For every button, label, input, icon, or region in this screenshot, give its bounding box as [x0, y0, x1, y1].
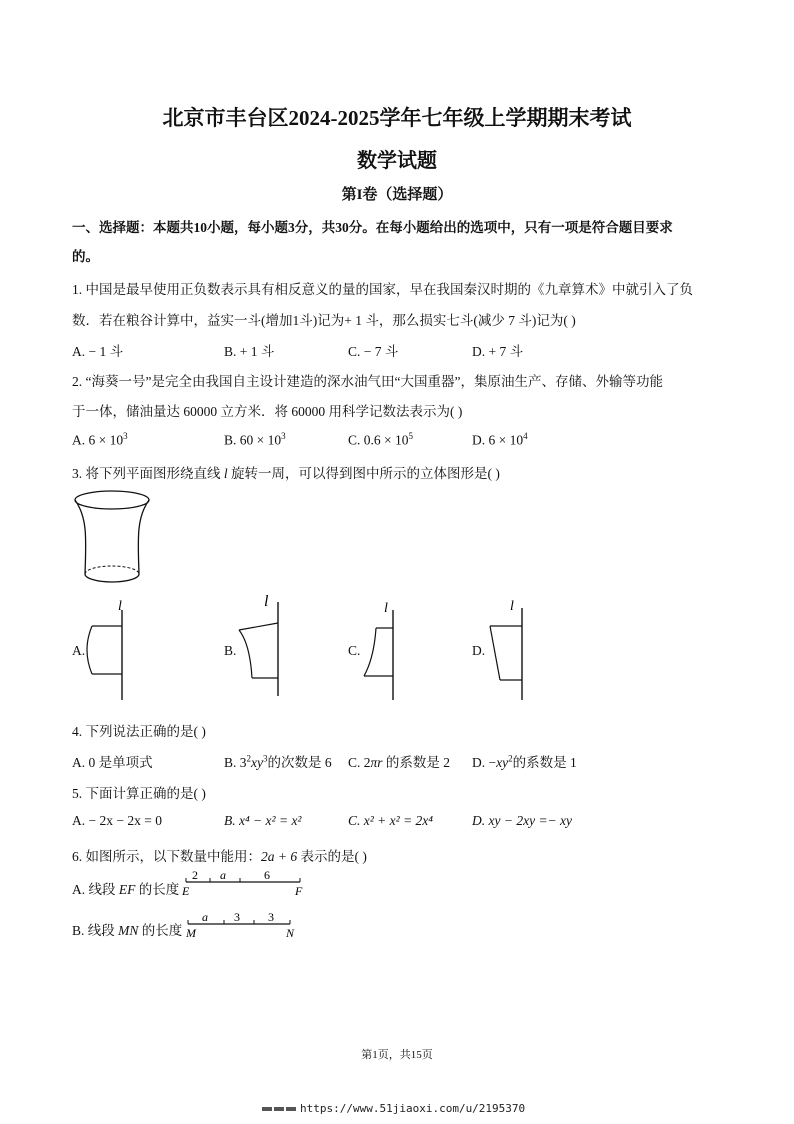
q2-option-b: B. $60 \times 10^3$: [224, 431, 286, 448]
q1-option-a: A. − 1 斗: [72, 344, 124, 359]
q2-option-c: C. $0.6 \times 10^5$: [348, 431, 413, 448]
q3-option-d-label: D.: [472, 643, 486, 658]
page-number: 第1页，共15页: [361, 1049, 433, 1061]
segment-label: a: [202, 910, 208, 924]
q1-stem-line1: 1. 中国是最早使用正负数表示具有相反意义的量的国家，早在我国秦汉时期的《九章算术》中就引入了负: [72, 282, 693, 297]
q2-option-d: D. $6 \times 10^4$: [472, 431, 528, 448]
q6-option-a-segment: [180, 866, 310, 898]
q3-option-a-figure: [80, 596, 140, 704]
q5-option-b: B. x⁴ − x² = x²: [224, 813, 302, 828]
q2-stem-line2: 于一体，储油量达 60000 立方米．将 60000 用科学记数法表示为( ): [72, 404, 463, 419]
q3-option-b-label: B.: [224, 643, 237, 658]
q5-stem: 5. 下面计算正确的是( ): [72, 786, 206, 801]
q6-option-b-segment: [184, 908, 304, 940]
q6-option-b: B. 线段 MN 的长度: [72, 923, 183, 938]
q3-option-c-figure: [358, 596, 408, 704]
q5-option-a: A. − 2x − 2x = 0: [72, 813, 162, 828]
q3-option-b-figure: [234, 590, 294, 698]
q6-stem: 6. 如图所示，以下数量中能用：2a + 6 表示的是( ): [72, 849, 367, 864]
q5-option-c: C. x² + x² = 2x⁴: [348, 813, 433, 828]
q6-option-a: A. 线段 EF 的长度: [72, 882, 180, 897]
q4-option-a: A. 0 是单项式: [72, 755, 153, 770]
q5-option-d: D. xy − 2xy =− xy: [472, 813, 573, 828]
q2-option-a: A. $6 \times 10^3$: [72, 431, 128, 448]
q3-solid-figure: [68, 486, 168, 586]
segment-label: a: [220, 868, 226, 882]
q1-option-c: C. − 7 斗: [348, 344, 399, 359]
q4-option-c: C. 2πr 的系数是 2: [348, 755, 451, 770]
q1-stem-line2: 数．若在粮谷计算中，益实一斗(增加1斗)记为+ 1 斗，那么损实七斗(减少 7 斗)记为( ): [72, 313, 576, 328]
axis-label: l: [264, 593, 269, 610]
part-title: 第I卷（选择题）: [341, 187, 453, 203]
q1-option-d: D. + 7 斗: [472, 344, 524, 359]
q3-option-a-label: A.: [72, 643, 86, 658]
axis-label: l: [510, 599, 514, 614]
q3-option-c-label: C.: [348, 643, 361, 658]
watermark-logo-icon: [262, 1106, 298, 1112]
endpoint-label: E: [182, 884, 190, 898]
q3-stem: 3. 将下列平面图形绕直线 l 旋转一周，可以得到图中所示的立体图形是( ): [72, 466, 500, 481]
q4-option-d: D. $-xy^2$的系数是 1: [472, 753, 577, 770]
axis-label: l: [384, 601, 388, 616]
source-url-link[interactable]: https://www.51jiaoxi.com/u/2195370: [300, 1102, 526, 1115]
exam-subtitle: 数学试题: [357, 150, 437, 172]
endpoint-label: F: [295, 884, 303, 898]
section-instructions-line1: 一、选择题：本题共10小题，每小题3分，共30分。在每小题给出的选项中，只有一项是符合题目要求: [72, 220, 673, 235]
exam-title: 北京市丰台区2024-2025学年七年级上学期期末考试: [162, 106, 632, 130]
q4-stem: 4. 下列说法正确的是( ): [72, 724, 206, 739]
q3-option-d-figure: [484, 594, 540, 704]
q4-option-b: B. $3^2xy^3$的次数是 6: [224, 753, 332, 770]
endpoint-label: N: [286, 926, 295, 940]
q2-stem-line1: 2. “海葵一号”是完全由我国自主设计建造的深水油气田“大国重器”，集原油生产、存储、外输等功能: [72, 374, 663, 389]
axis-label: l: [118, 599, 122, 614]
segment-label: 3: [268, 910, 274, 924]
segment-label: 2: [192, 868, 198, 882]
endpoint-label: M: [186, 926, 196, 940]
section-instructions-line2: 的。: [72, 249, 99, 264]
q1-option-b: B. + 1 斗: [224, 344, 275, 359]
segment-label: 6: [264, 868, 270, 882]
segment-label: 3: [234, 910, 240, 924]
